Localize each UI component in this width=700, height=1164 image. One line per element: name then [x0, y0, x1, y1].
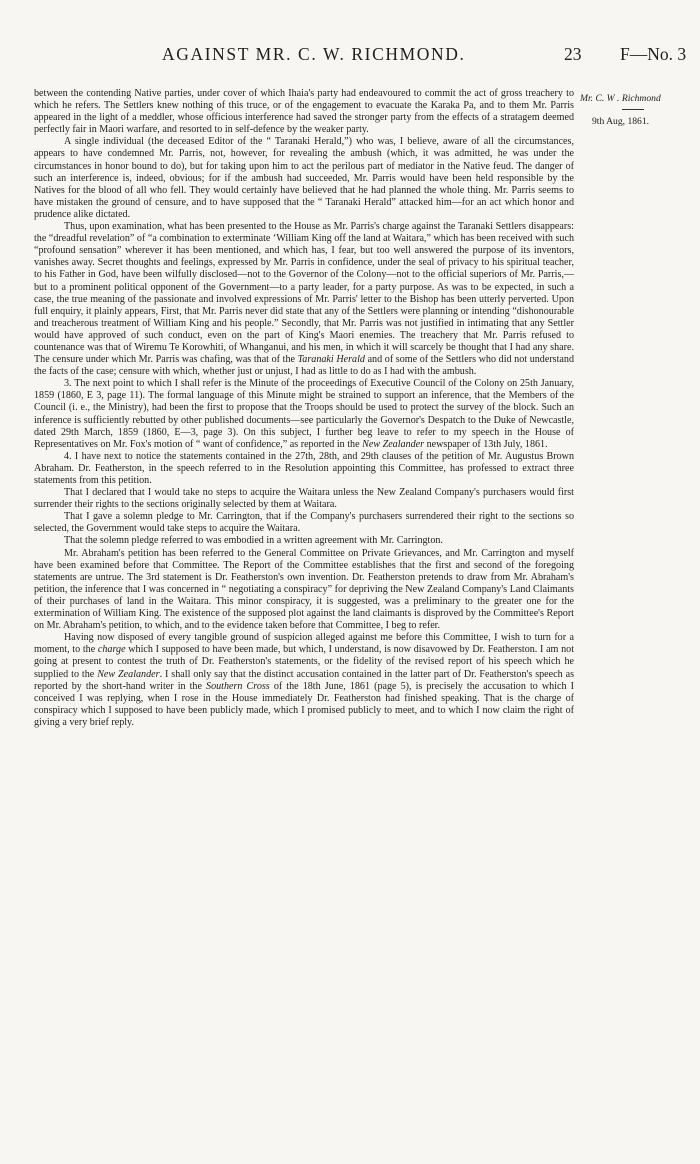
- paragraph: between the contending Native parties, under cover of which Ihaia's party had endeavoured to commit the act of gross treachery to which he refers. The Settlers knew nothing of this truce, or of the engagement to evacuate the Karaka Pa, and to them Mr. Parris appeared in the light of a meddler, whose officious interference had saved the stronger party from the effects of a stratagem deemed perfectly fair in Maori warfare, and resorted to in self-defence by the weaker party.: [34, 88, 574, 136]
- body-text: [34, 88, 574, 729]
- paragraph: That I gave a solemn pledge to Mr. Carrington, that if the Company's purchasers surrendered their right to the sections so selected, the Government would take steps to acquire the Waitara.: [34, 511, 574, 535]
- paragraph: 3. The next point to which I shall refer is the Minute of the proceedings of Executive Council of the Colony on 25th January, 1859 (1860, E 3, page 11). The formal language of this Minute might be strained to support an inference, that the Members of the Council (i. e., the Ministry), had been the first to propose that the Troops should be used to protect the survey of the block. Such an inference is sufficiently rebutted by other published documents—see particularly the Governor's Despatch to the Duke of Newcastle, dated 29th March, 1859 (1860, E—3, page 3). On this subject, I further beg leave to refer to my speech in the House of Representatives on Mr. Fox's motion of “ want of confidence,” as reported in the New Zealander newspaper of 13th July, 1861.: [34, 378, 574, 450]
- page-title: AGAINST MR. C. W. RICHMOND.: [162, 44, 466, 64]
- margin-rule: [622, 109, 644, 110]
- paragraph: Having now disposed of every tangible ground of suspicion alleged against me before this Committee, I wish to turn for a moment, to the charge which I supposed to have been made, but which, I understand, is now disavowed by Dr. Featherston. I am not going at present to contest the truth of Dr. Featherston's statements, or the fidelity of the revised report of his speech which he supplied to the New Zealander. I shall only say that the distinct accusation contained in the latter part of Dr. Featherston's speech as reported by the short-hand writer in the Southern Cross of the 18th June, 1861 (page 5), is precisely the accusation to which I conceived I was replying, when I rose in the House immediately Dr. Featherston had finished speaking. That is the charge of conspiracy which I supposed to have been publicly made, which I promised publicly to meet, and to which I now claim the right of giving a very brief reply.: [34, 632, 575, 728]
- paragraph: Mr. Abraham's petition has been referred to the General Committee on Private Grievances, and Mr. Carrington and myself have been examined before that Committee. The Report of the Committee establishes that the first and second of the foregoing statements are untrue. The 3rd statement is Dr. Featherston's own invention. Dr. Featherston pretends to draw from Mr. Abraham's petition, the inference that I was concerned in “ negotiating a conspiracy” for depriving the New Zealand Company's Land Claimants of their purchases of land in the Waitara. This minor conspiracy, it is suggested, was a preliminary to the greater one for the extermination of William King. The existence of the supposed plot against the land claimants is disproved by the Committee's Report on Mr. Abraham's petition, to which, and to the evidence taken before that Committee, I beg to refer.: [34, 547, 574, 632]
- paragraph: That the solemn pledge referred to was embodied in a written agreement with Mr. Carrington.: [64, 535, 443, 547]
- margin-note-date: 9th Aug, 1861.: [592, 116, 650, 127]
- page-number: 23: [564, 44, 582, 64]
- paragraph: A single individual (the deceased Editor of the “ Taranaki Herald,”) who was, I believe, aware of all the circumstances, appears to have condemned Mr. Parris, not, however, for revealing the ambush (which, it was admitted, he was under the circumstances in honor bound to do), but for taking upon him to act the perilous part of mediator in the Native feud. The danger of such an interference is, indeed, obvious; for if the ambush had succeeded, Mr. Parris would have been held responsible by the Natives for the blood of all who fell. They would certainly have believed that he had planned the whole thing. Mr. Parris seems to have mistaken the ground of censure, and to have supposed that the “ Taranaki Herald” attacked him—for an act which honor and prudence alike dictated.: [34, 136, 574, 220]
- paragraph: 4. I have next to notice the statements contained in the 27th, 28th, and 29th clauses of the petition of Mr. Augustus Brown Abraham. Dr. Featherston, in the speech referred to in the Resolution appointing this Committee, has professed to extract three statements from this petition.: [34, 450, 574, 486]
- running-header: [0, 44, 700, 66]
- margin-note: [580, 92, 692, 128]
- paragraph: That I declared that I would take no steps to acquire the Waitara unless the New Zealand Company's purchasers would first surrender their rights to the sections originally selected by them at Waitara.: [34, 487, 574, 511]
- paragraph: Thus, upon examination, what has been presented to the House as Mr. Parris's charge against the Taranaki Settlers disappears: the “dreadful revelation” of “a combination to exterminate ‘William King off the land at Waitara,” which has been received with such “profound sensation” wherever it has been mentioned, and which has, I fear, but too well answered the purpose of its inventors, vanishes away. Secret thoughts and feelings, expressed by Mr. Parris in confidence, under the seal of privacy to his spiritual teacher, to his Father in God, have been wilfully disclosed—not to the Governor of the Colony—not to the official superiors of Mr. Parris,—but to a prominent political opponent of the Government—to a party leader, for a party purpose. As was to be expected, in such a case, the true meaning of the passionate and involved expressions of Mr. Parris' letter to the Bishop has been utterly perverted. Upon full enquiry, it plainly appears, First, that Mr. Parris never did state that any of the Settlers were planning or intending “dishonourable and treacherous treatment of William King and his people.” Secondly, that Mr. Parris was not justified in intimating that any Settler would have approved of such conduct, even on the part of King's Maori enemies. The treachery that Mr. Parris refused to countenance was that of Wiremu Te Korowhiti, of Whanganui, and his men, in which it will scarcely be thought that I had any share. The censure under which Mr. Parris was chafing, was that of the Taranaki Herald and of some of the Settlers who did not understand the facts of the case; censure with which, whether just or unjust, I had as little to do as I had with the ambush.: [34, 221, 574, 378]
- margin-note-name: Mr. C. W . Richmond: [580, 93, 661, 104]
- document-reference: F—No. 3: [620, 44, 687, 64]
